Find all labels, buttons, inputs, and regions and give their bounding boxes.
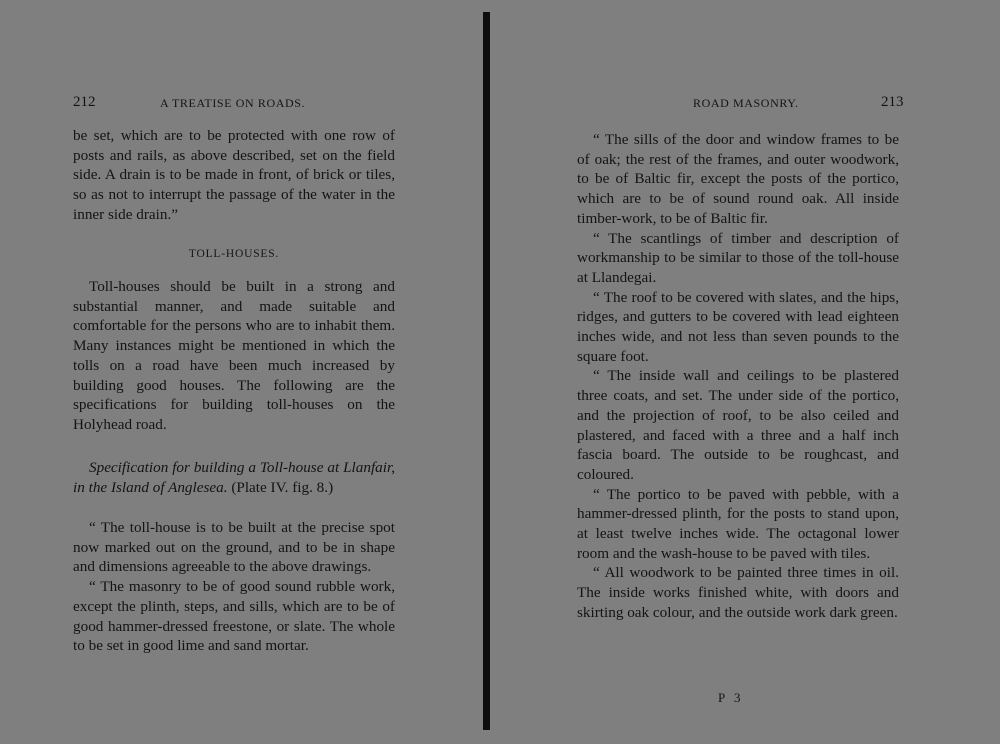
left-continuation-text (73, 126, 395, 225)
left-running-head: A TREATISE ON ROADS. (160, 96, 306, 110)
spec-paragraph-3: “ The sills of the door and window frames to be of oak; the rest of the frames, and outer woodwork, to be of Baltic fir, except the posts of the portico, which are to be of sound round oak. All inside timber-work, to be of Baltic fir. (577, 131, 899, 227)
spec-paragraph-2: “ The masonry to be of good sound rubble work, except the plinth, steps, and sills, which are to be of good hammer-dressed freestone, or slate. The whole to be set in good lime and sand mortar. (73, 578, 395, 655)
right-page-number: 213 (881, 94, 904, 110)
spec-paragraph-5: “ The roof to be covered with slates, and the hips, ridges, and gutters to be covered with lead eighteen inches wide, and not less than seven pounds to the square foot. (577, 288, 899, 365)
spec-paragraph-1: “ The toll-house is to be built at the precise spot now marked out on the ground, and to be in shape and dimensions agreeable to the above drawings. (73, 519, 395, 576)
spec-plate-ref: (Plate IV. fig. 8.) (231, 478, 334, 496)
right-spec-body (577, 130, 899, 623)
intro-paragraph: Toll-houses should be built in a strong and substantial manner, and made suitable and comfortable for the persons who are to inhabit them. Many instances might be mentioned in which the tolls on a road have been much increased by building good houses. The following are the specifications for building toll-houses on the Holyhead road. (73, 278, 395, 433)
spec-paragraph-4: “ The scantlings of timber and description of workmanship to be similar to those of the toll-house at Llandegai. (577, 229, 899, 286)
left-page-number: 212 (73, 94, 96, 110)
continuation-paragraph: be set, which are to be protected with one row of posts and rails, as above described, set on the field side. A drain is to be made in front, of brick or tiles, so as not to interrupt the passage of the water in the inner side drain.” (73, 127, 395, 223)
specification-title (73, 458, 395, 497)
toll-houses-intro (73, 277, 395, 435)
left-spec-body (73, 518, 395, 656)
right-page (492, 0, 1000, 744)
spec-title-line (73, 458, 395, 497)
spec-title-text: Specification for building a Toll-house at Llanfair, in the Island of Anglesea. (73, 459, 395, 496)
spec-paragraph-8: “ All woodwork to be painted three times in oil. The inside works finished white, with doors and skirting oak colour, and the outside work dark green. (577, 564, 899, 621)
book-spine (483, 12, 490, 730)
right-running-head: ROAD MASONRY. (693, 96, 799, 110)
section-heading: TOLL-HOUSES. (188, 248, 280, 260)
printer-signature-mark: P 3 (718, 690, 744, 705)
spec-paragraph-7: “ The portico to be paved with pebble, with a hammer-dressed plinth, for the posts to stand upon, at least twelve inches wide. The octagonal lower room and the wash-house to be paved with tiles. (577, 485, 899, 562)
spec-paragraph-6: “ The inside wall and ceilings to be plastered three coats, and set. The under side of the portico, and the projection of roof, to be also ceiled and plastered, and faced with a three and a half inch fascia board. The outside to be roughcast, and coloured. (577, 367, 899, 483)
left-page (0, 0, 484, 744)
